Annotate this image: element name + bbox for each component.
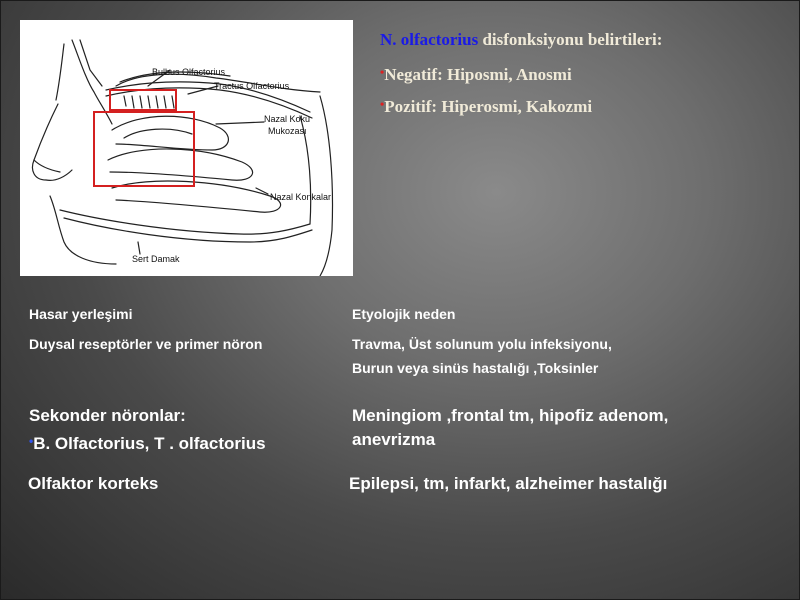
symptom-text-positive: Pozitif: Hiperosmi, Kakozmi	[384, 97, 593, 116]
label-bulbus: Bulbus Olfactorius	[152, 67, 226, 77]
bullet-icon: •	[380, 97, 385, 111]
row3-location: Olfaktor korteks	[28, 474, 159, 493]
row1-etiology-line2: Burun veya sinüs hastalığı ,Toksinler	[352, 360, 599, 376]
nasal-anatomy-diagram	[20, 20, 353, 276]
label-konkalar: Nazal Konkalar	[270, 192, 332, 202]
symptom-text-negative: Negatif: Hiposmi, Anosmi	[384, 65, 572, 84]
table-header-location: Hasar yerleşimi	[29, 306, 133, 322]
row1-etiology-line1: Travma, Üst solunum yolu infeksiyonu,	[352, 336, 612, 352]
highlight-boxes	[94, 90, 194, 186]
row2-etiology-line1: Meningiom ,frontal tm, hipofiz adenom,	[352, 406, 669, 425]
label-damak: Sert Damak	[132, 254, 180, 264]
term-olfactorius: N. olfactorius	[380, 30, 479, 49]
label-mukoza-line1: Nazal Koku	[264, 114, 311, 124]
row2-etiology-line2: anevrizma	[352, 430, 436, 449]
symptom-item-positive	[380, 92, 662, 124]
row1-location: Duysal reseptörler ve primer nöron	[29, 336, 263, 352]
table-header-etiology: Etyolojik neden	[352, 306, 456, 322]
symptoms-heading-block	[380, 28, 662, 124]
bullet-icon: •	[29, 434, 34, 448]
symptom-item-negative	[380, 60, 662, 92]
row3-etiology: Epilepsi, tm, infarkt, alzheimer hastalığı	[349, 474, 668, 493]
row2-location-line1: Sekonder nöronlar:	[29, 406, 186, 425]
nasal-anatomy-figure	[20, 20, 353, 276]
row2-location-line2	[29, 434, 266, 454]
bullet-icon: •	[380, 65, 385, 79]
symptoms-title	[380, 28, 662, 60]
title-rest: disfonksiyonu belirtileri:	[478, 30, 663, 49]
row2-location-line2-text: B. Olfactorius, T . olfactorius	[33, 434, 266, 453]
label-tractus: Tractus Olfactorius	[214, 81, 290, 91]
label-mukoza-line2: Mukozası	[268, 126, 307, 136]
